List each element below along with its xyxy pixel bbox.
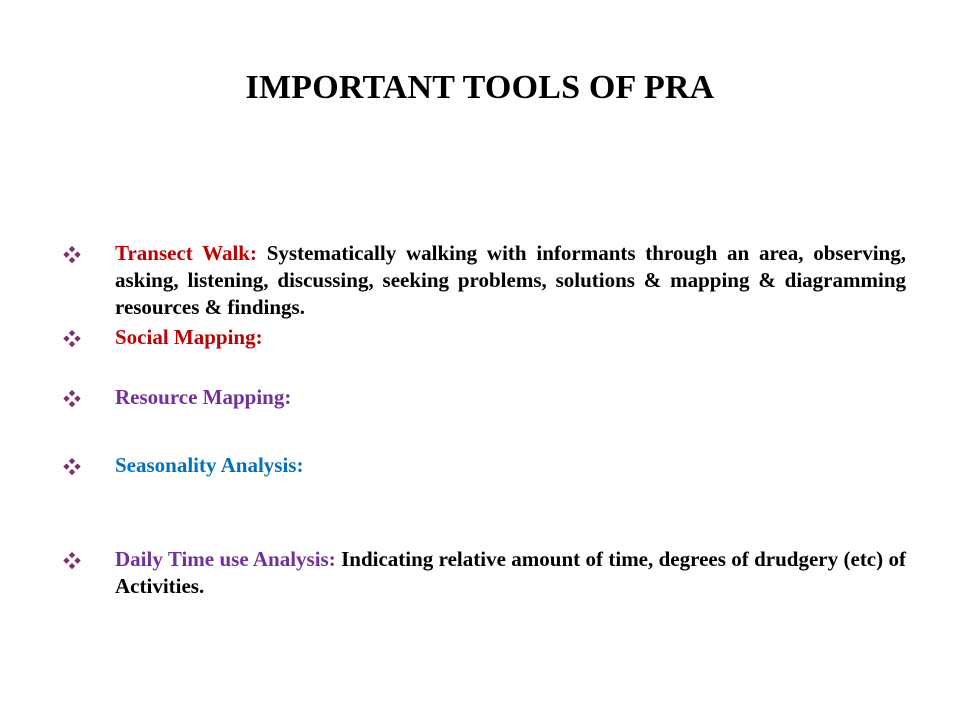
bullet-text: [115, 240, 906, 321]
slide-title: IMPORTANT TOOLS OF PRA: [245, 69, 715, 106]
diamond-bullet-icon: [62, 456, 82, 476]
bullet-text: [115, 452, 906, 479]
diamond-bullet-icon: [62, 550, 82, 570]
bullet-term: Daily Time use Analysis:: [115, 547, 342, 571]
bullet-text: [115, 546, 906, 600]
bullet-description: Systematically walking with informants through an area, observing, asking, listening, discussing, seeking problems, solutions & mapping & diagramming resources & findings.: [115, 241, 906, 319]
bullet-text: [115, 384, 906, 411]
bullet-term: Social Mapping:: [115, 325, 263, 349]
bullet-item-seasonality-analysis: [62, 452, 906, 479]
bullet-item-social-mapping: [62, 324, 906, 351]
bullet-item-transect-walk: [62, 240, 906, 321]
bullet-term: Seasonality Analysis:: [115, 453, 304, 477]
diamond-bullet-icon: [62, 388, 82, 408]
diamond-bullet-icon: [62, 328, 82, 348]
bullet-term: Transect Walk:: [115, 241, 267, 265]
bullet-text: [115, 324, 906, 351]
bullet-description: Indicating relative amount of time, degrees of drudgery (etc) of Activities.: [115, 547, 906, 598]
diamond-bullet-icon: [62, 244, 82, 264]
bullet-term: Resource Mapping:: [115, 385, 292, 409]
bullet-item-daily-time-use-analysis: [62, 546, 906, 600]
bullet-item-resource-mapping: [62, 384, 906, 411]
